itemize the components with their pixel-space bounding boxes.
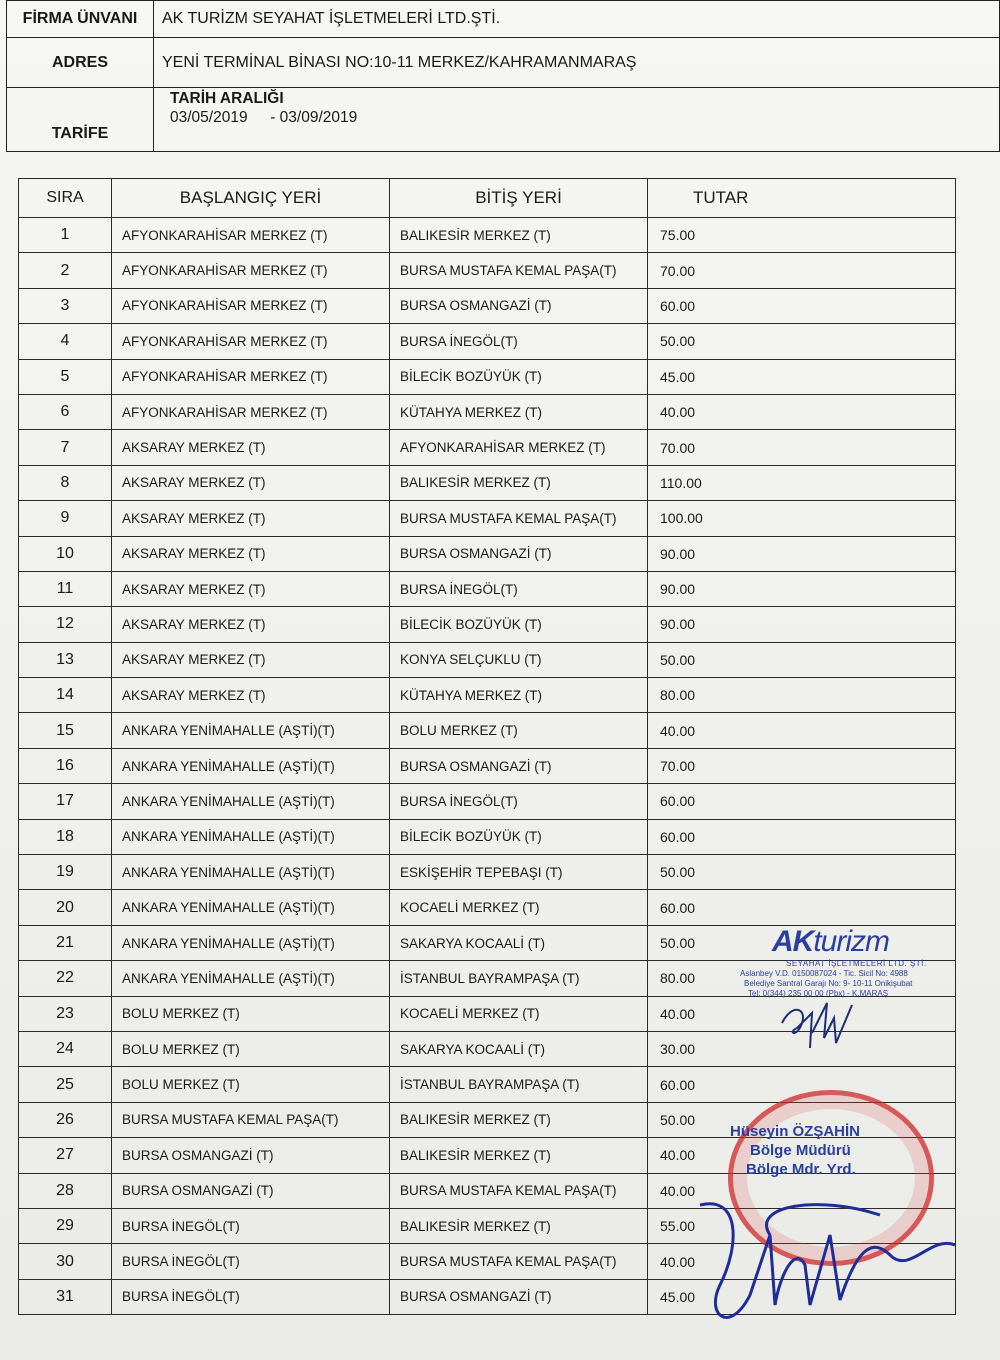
row-tutar: 70.00 [648,430,956,465]
row-sira: 31 [19,1279,112,1314]
table-row [19,855,956,890]
row-bitis: BİLECİK BOZÜYÜK (T) [390,359,648,394]
row-sira: 18 [19,819,112,854]
row-bitis: BİLECİK BOZÜYÜK (T) [390,819,648,854]
logo-ak: AK [772,925,814,958]
row-sira: 16 [19,748,112,783]
table-row [19,359,956,394]
row-tutar: 80.00 [648,961,956,996]
row-tutar: 60.00 [648,890,956,925]
row-bitis: SAKARYA KOCAALİ (T) [390,1031,648,1066]
person-title-1: Bölge Müdürü [750,1142,851,1159]
row-baslangic: AKSARAY MERKEZ (T) [112,571,390,606]
row-tutar: 60.00 [648,288,956,323]
company-stamp [740,925,967,1065]
adres-value: YENİ TERMİNAL BİNASI NO:10-11 MERKEZ/KAHRAMANMARAŞ [154,38,1000,88]
row-tutar: 90.00 [648,571,956,606]
row-bitis: BOLU MERKEZ (T) [390,713,648,748]
row-tutar: 40.00 [648,996,956,1031]
table-row [19,819,956,854]
row-tutar: 60.00 [648,1067,956,1102]
row-sira: 23 [19,996,112,1031]
row-tutar: 50.00 [648,855,956,890]
row-tutar: 60.00 [648,784,956,819]
row-bitis: BİLECİK BOZÜYÜK (T) [390,607,648,642]
row-baslangic: ANKARA YENİMAHALLE (AŞTİ)(T) [112,961,390,996]
row-bitis: BURSA OSMANGAZİ (T) [390,748,648,783]
row-baslangic: BURSA İNEGÖL(T) [112,1244,390,1279]
col-baslangic-header: BAŞLANGIÇ YERİ [112,179,390,218]
row-bitis: BURSA MUSTAFA KEMAL PAŞA(T) [390,1173,648,1208]
table-row [19,678,956,713]
table-row [19,288,956,323]
row-baslangic: BOLU MERKEZ (T) [112,1067,390,1102]
row-bitis: BURSA MUSTAFA KEMAL PAŞA(T) [390,501,648,536]
table-row [19,536,956,571]
row-tutar: 50.00 [648,324,956,359]
row-baslangic: BURSA OSMANGAZİ (T) [112,1138,390,1173]
col-tutar-header: TUTAR [648,179,956,218]
col-bitis-header: BİTİŞ YERİ [390,179,648,218]
row-tutar: 100.00 [648,501,956,536]
row-baslangic: BURSA MUSTAFA KEMAL PAŞA(T) [112,1102,390,1137]
company-logo [772,925,889,959]
row-baslangic: AFYONKARAHİSAR MERKEZ (T) [112,359,390,394]
row-sira: 30 [19,1244,112,1279]
row-baslangic: AKSARAY MERKEZ (T) [112,678,390,713]
row-baslangic: AKSARAY MERKEZ (T) [112,430,390,465]
row-bitis: BURSA İNEGÖL(T) [390,324,648,359]
row-tutar: 30.00 [648,1031,956,1066]
row-sira: 25 [19,1067,112,1102]
stamp-line-2: Belediye Santral Garajı No: 9- 10-11 Onikişubat [744,979,913,988]
firma-value: AK TURİZM SEYAHAT İŞLETMELERİ LTD.ŞTİ. [154,1,1000,38]
row-sira: 20 [19,890,112,925]
table-row [19,713,956,748]
table-row [19,394,956,429]
row-bitis: KÜTAHYA MERKEZ (T) [390,678,648,713]
row-baslangic: ANKARA YENİMAHALLE (AŞTİ)(T) [112,713,390,748]
tarih-range [170,108,999,127]
row-bitis: BURSA MUSTAFA KEMAL PAŞA(T) [390,1244,648,1279]
tarife-label: TARİFE [7,88,154,152]
row-bitis: AFYONKARAHİSAR MERKEZ (T) [390,430,648,465]
row-bitis: BALIKESİR MERKEZ (T) [390,218,648,253]
row-tutar: 60.00 [648,819,956,854]
row-baslangic: ANKARA YENİMAHALLE (AŞTİ)(T) [112,748,390,783]
row-sira: 27 [19,1138,112,1173]
row-sira: 12 [19,607,112,642]
table-row [19,571,956,606]
row-sira: 17 [19,784,112,819]
row-sira: 26 [19,1102,112,1137]
row-sira: 2 [19,253,112,288]
table-header-row [19,179,956,218]
row-sira: 21 [19,925,112,960]
row-baslangic: ANKARA YENİMAHALLE (AŞTİ)(T) [112,890,390,925]
row-baslangic: BOLU MERKEZ (T) [112,996,390,1031]
row-bitis: BURSA OSMANGAZİ (T) [390,536,648,571]
row-tutar: 110.00 [648,465,956,500]
row-bitis: BURSA OSMANGAZİ (T) [390,1279,648,1314]
stamp-line-3: Tel: 0(344) 235 00 00 (Pbx) - K.MARAŞ [748,989,889,998]
row-tutar: 75.00 [648,218,956,253]
row-bitis: BALIKESİR MERKEZ (T) [390,465,648,500]
row-tutar: 45.00 [648,1279,956,1314]
row-sira: 3 [19,288,112,323]
row-bitis: İSTANBUL BAYRAMPAŞA (T) [390,961,648,996]
row-tutar: 40.00 [648,1173,956,1208]
table-row [19,607,956,642]
table-row [19,324,956,359]
row-sira: 10 [19,536,112,571]
row-tutar: 40.00 [648,713,956,748]
row-sira: 7 [19,430,112,465]
person-title-2: Bölge Mdr. Yrd. [746,1161,856,1178]
row-baslangic: AKSARAY MERKEZ (T) [112,536,390,571]
row-bitis: BURSA İNEGÖL(T) [390,784,648,819]
table-row [19,218,956,253]
row-sira: 8 [19,465,112,500]
row-baslangic: AKSARAY MERKEZ (T) [112,642,390,677]
table-row [19,253,956,288]
row-sira: 19 [19,855,112,890]
tarih-title: TARİH ARALIĞI [170,90,284,107]
row-sira: 9 [19,501,112,536]
row-baslangic: BURSA İNEGÖL(T) [112,1208,390,1243]
row-bitis: BURSA MUSTAFA KEMAL PAŞA(T) [390,253,648,288]
row-bitis: BALIKESİR MERKEZ (T) [390,1102,648,1137]
person-stamp [728,1122,928,1179]
row-sira: 11 [19,571,112,606]
adres-label: ADRES [7,38,154,88]
row-tutar: 40.00 [648,1138,956,1173]
row-tutar: 40.00 [648,1244,956,1279]
signature-1 [772,993,862,1063]
row-tutar: 50.00 [648,1102,956,1137]
row-baslangic: AFYONKARAHİSAR MERKEZ (T) [112,218,390,253]
row-baslangic: BURSA İNEGÖL(T) [112,1279,390,1314]
row-tutar: 40.00 [648,394,956,429]
row-tutar: 90.00 [648,536,956,571]
table-row [19,784,956,819]
row-sira: 29 [19,1208,112,1243]
row-bitis: BURSA İNEGÖL(T) [390,571,648,606]
table-row [19,430,956,465]
row-bitis: ESKİŞEHİR TEPEBAŞI (T) [390,855,648,890]
row-sira: 6 [19,394,112,429]
row-bitis: İSTANBUL BAYRAMPAŞA (T) [390,1067,648,1102]
row-bitis: BURSA OSMANGAZİ (T) [390,288,648,323]
firma-label: FİRMA ÜNVANI [7,1,154,38]
row-sira: 15 [19,713,112,748]
row-bitis: SAKARYA KOCAALİ (T) [390,925,648,960]
row-baslangic: AFYONKARAHİSAR MERKEZ (T) [112,324,390,359]
row-tutar: 70.00 [648,253,956,288]
table-row [19,501,956,536]
row-tutar: 55.00 [648,1208,956,1243]
row-tutar: 50.00 [648,925,956,960]
table-row [19,748,956,783]
row-tutar: 70.00 [648,748,956,783]
person-name: Hüseyin ÖZŞAHİN [730,1123,861,1140]
row-bitis: KOCAELİ MERKEZ (T) [390,996,648,1031]
row-sira: 13 [19,642,112,677]
row-sira: 1 [19,218,112,253]
row-sira: 28 [19,1173,112,1208]
row-bitis: KÜTAHYA MERKEZ (T) [390,394,648,429]
row-sira: 24 [19,1031,112,1066]
table-row [19,890,956,925]
col-sira-header: SIRA [19,179,112,218]
row-baslangic: ANKARA YENİMAHALLE (AŞTİ)(T) [112,784,390,819]
logo-turizm: turizm [813,925,890,958]
row-baslangic: ANKARA YENİMAHALLE (AŞTİ)(T) [112,925,390,960]
tarih-araligi [154,88,1000,152]
table-row [19,642,956,677]
row-baslangic: AFYONKARAHİSAR MERKEZ (T) [112,288,390,323]
row-sira: 22 [19,961,112,996]
row-tutar: 80.00 [648,678,956,713]
row-baslangic: AKSARAY MERKEZ (T) [112,607,390,642]
row-bitis: KOCAELİ MERKEZ (T) [390,890,648,925]
header-table [6,0,1000,152]
row-sira: 5 [19,359,112,394]
row-sira: 14 [19,678,112,713]
row-bitis: BALIKESİR MERKEZ (T) [390,1208,648,1243]
row-sira: 4 [19,324,112,359]
row-bitis: KONYA SELÇUKLU (T) [390,642,648,677]
row-baslangic: BURSA OSMANGAZİ (T) [112,1173,390,1208]
tarih-start: 03/05/2019 [170,109,248,126]
row-baslangic: BOLU MERKEZ (T) [112,1031,390,1066]
row-tutar: 90.00 [648,607,956,642]
stamp-line-1: Aslanbey V.D. 0150087024 - Tic. Sicil No: 4988 [740,969,908,978]
row-baslangic: AFYONKARAHİSAR MERKEZ (T) [112,253,390,288]
row-baslangic: AKSARAY MERKEZ (T) [112,465,390,500]
row-bitis: BALIKESİR MERKEZ (T) [390,1138,648,1173]
row-baslangic: AKSARAY MERKEZ (T) [112,501,390,536]
row-baslangic: ANKARA YENİMAHALLE (AŞTİ)(T) [112,855,390,890]
row-tutar: 45.00 [648,359,956,394]
table-row [19,465,956,500]
tarih-end: - 03/09/2019 [270,109,358,126]
stamp-subtitle: SEYAHAT İŞLETMELERİ LTD. ŞTİ. [786,959,927,968]
row-baslangic: ANKARA YENİMAHALLE (AŞTİ)(T) [112,819,390,854]
row-baslangic: AFYONKARAHİSAR MERKEZ (T) [112,394,390,429]
row-tutar: 50.00 [648,642,956,677]
signature-2 [680,1175,980,1355]
